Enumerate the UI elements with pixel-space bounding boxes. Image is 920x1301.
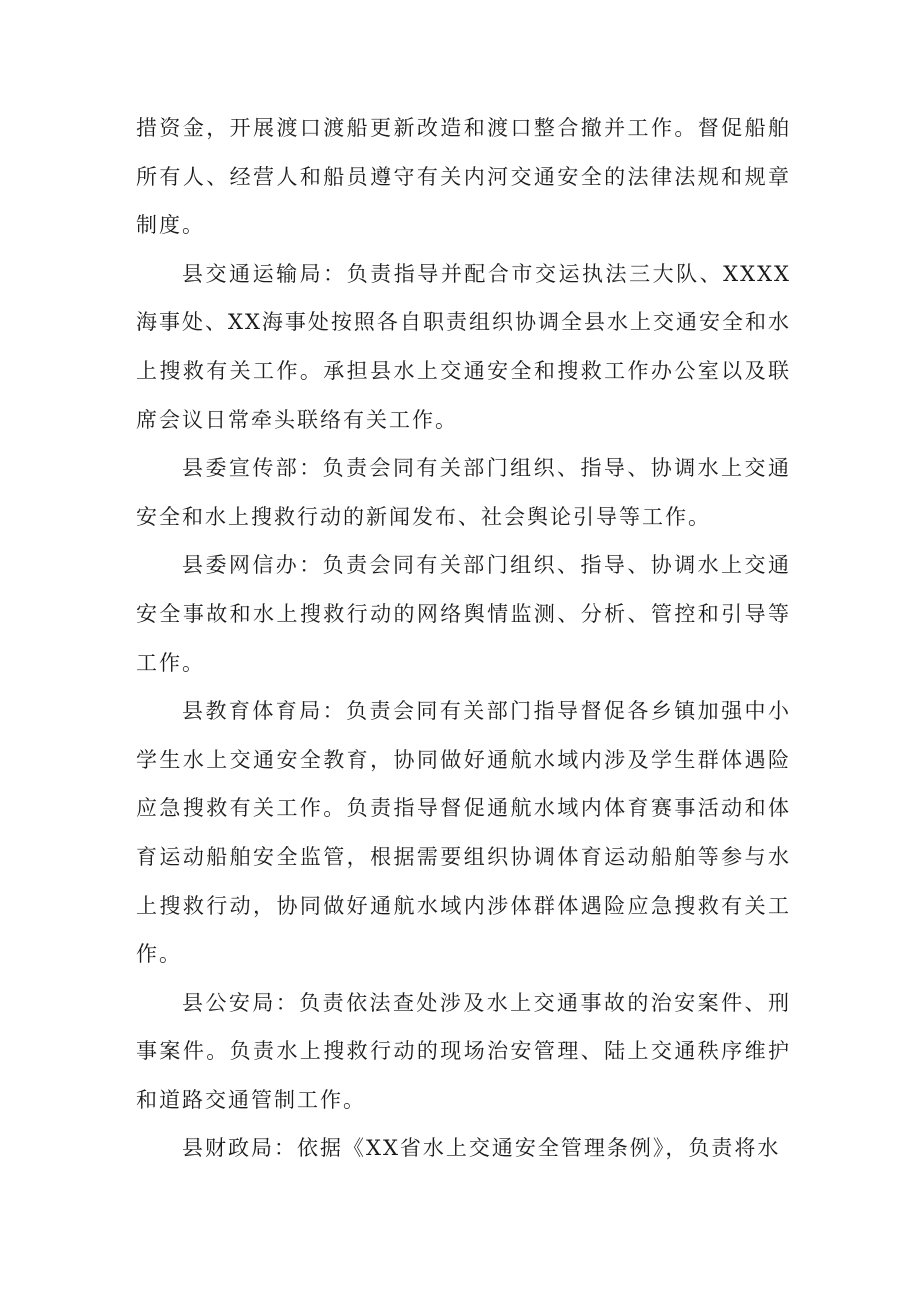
paragraph-public-security-bureau: 县公安局：负责依法查处涉及水上交通事故的治安案件、刑事案件。负责水上搜救行动的现场治安管理、陆上交通秩序维护和道路交通管制工作。 — [136, 990, 791, 1112]
paragraph-education-sports-bureau: 县教育体育局：负责会同有关部门指导督促各乡镇加强中小学生水上交通安全教育，协同做好通航水域内涉及学生群体遇险应急搜救有关工作。负责指导督促通航水域内体育赛事活动和体育运动船舶安全监管，根据需要组织协调体育运动船舶等参与水上搜救行动，协同做好通航水域内涉体群体遇险应急搜救有关工作。 — [136, 699, 791, 967]
paragraph-funding-ferry: 措资金，开展渡口渡船更新改造和渡口整合撤并工作。督促船舶所有人、经营人和船员遵守有关内河交通安全的法律法规和规章制度。 — [136, 116, 791, 238]
paragraph-finance-bureau: 县财政局：依据《XX省水上交通安全管理条例》，负责将水 — [182, 1136, 781, 1161]
document-body — [136, 104, 791, 1173]
paragraph-propaganda-dept: 县委宣传部：负责会同有关部门组织、指导、协调水上交通安全和水上搜救行动的新闻发布、社会舆论引导等工作。 — [136, 456, 791, 529]
paragraph-cyberspace-office: 县委网信办：负责会同有关部门组织、指导、协调水上交通安全事故和水上搜救行动的网络舆情监测、分析、管控和引导等工作。 — [136, 553, 791, 675]
paragraph-transport-bureau: 县交通运输局：负责指导并配合市交运执法三大队、XXXX海事处、XX海事处按照各自职责组织协调全县水上交通安全和水上搜救有关工作。承担县水上交通安全和搜救工作办公室以及联席会议日常牵头联络有关工作。 — [136, 261, 791, 432]
